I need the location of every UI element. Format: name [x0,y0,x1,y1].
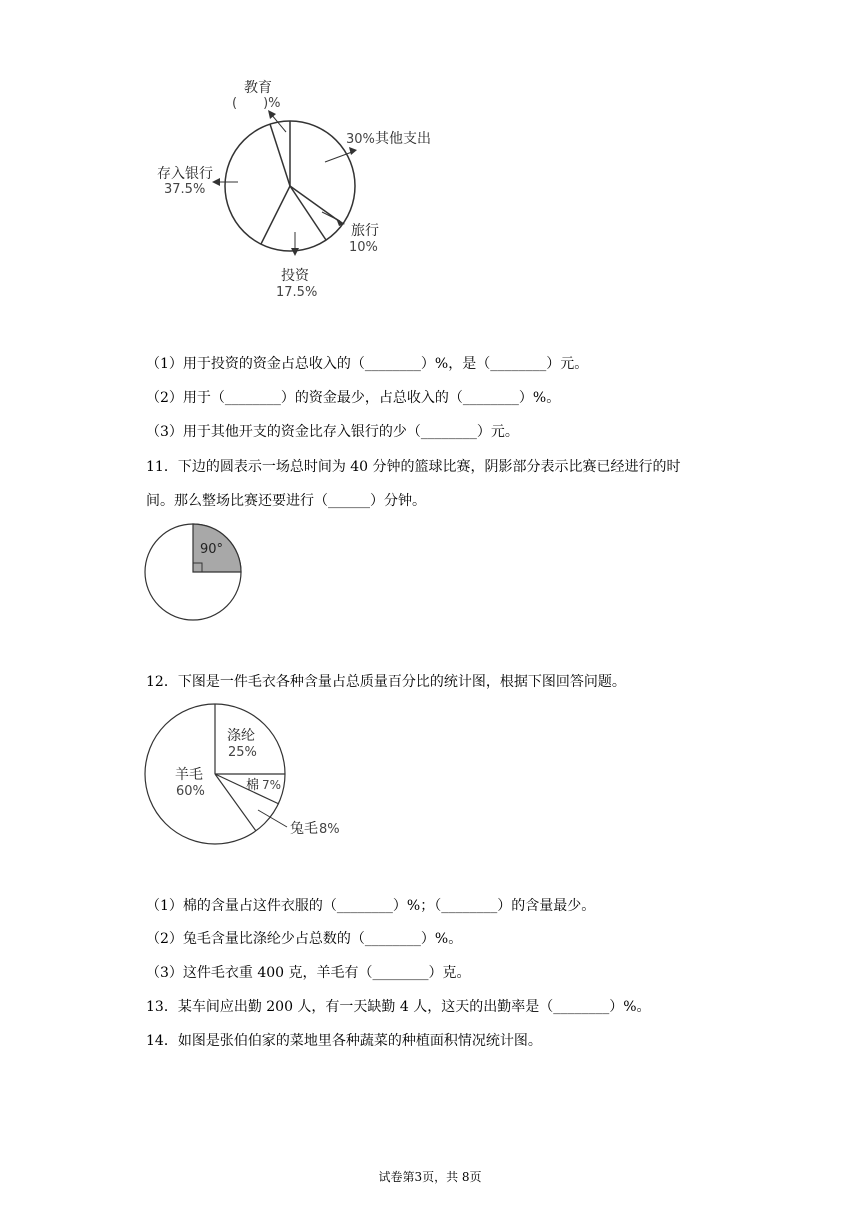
q11-text-line2: 间。那么整场比赛还要进行（______）分钟。 [146,493,426,509]
value-cotton: 7% [262,778,282,792]
game-time-circle [140,518,250,628]
arrow-bank-head [212,178,220,186]
value-bank: 37.5% [164,182,206,197]
label-invest: 投资 [281,268,309,284]
label-rabbit: 兔毛 [290,821,318,837]
arrow-other-head [349,147,357,155]
q14-text: 14．如图是张伯伯家的菜地里各种蔬菜的种植面积情况统计图。 [146,1033,542,1049]
label-other: 其他支出 [375,131,431,147]
q10-sub3: （3）用于其他开支的资金比存入银行的少（________）元。 [146,424,519,440]
angle-label: 90° [200,542,224,557]
income-pie-chart [140,60,460,310]
label-travel: 旅行 [351,223,379,239]
label-cotton: 棉 [246,778,260,793]
value-invest: 17.5% [276,285,318,300]
q11-text-line1: 11．下边的圆表示一场总时间为 40 分钟的篮球比赛，阴影部分表示比赛已经进行的时 [146,459,681,475]
value-other: 30% [346,132,375,147]
value-rabbit: 8% [319,822,340,837]
q13-text: 13．某车间应出勤 200 人，有一天缺勤 4 人，这天的出勤率是（________）%。 [146,999,651,1015]
value-travel: 10% [349,240,378,255]
value-edu: ( )% [232,96,281,111]
label-wool: 羊毛 [175,767,203,783]
arrow-invest-head [291,248,299,256]
q10-sub1: （1）用于投资的资金占总收入的（________）%，是（________）元。 [146,356,589,372]
q12-sub2: （2）兔毛含量比涤纶少占总数的（________）%。 [146,931,463,947]
label-bank: 存入银行 [157,166,213,182]
q12-text-line1: 12．下图是一件毛衣各种含量占总质量百分比的统计图，根据下图回答问题。 [146,674,626,690]
sweater-pie-chart [140,700,370,850]
q10-sub2: （2）用于（________）的资金最少，占总收入的（________）%。 [146,390,561,406]
q12-sub3: （3）这件毛衣重 400 克，羊毛有（________）克。 [146,965,471,981]
arrow-edu-head [268,110,276,119]
value-wool: 60% [176,784,205,799]
q12-sub1: （1）棉的含量占这件衣服的（________）%；（________）的含量最少。 [146,898,596,914]
label-edu: 教育 [244,80,272,96]
page-footer: 试卷第3页，共 8页 [378,1170,482,1184]
value-polyester: 25% [228,745,257,760]
label-polyester: 涤纶 [227,728,255,744]
